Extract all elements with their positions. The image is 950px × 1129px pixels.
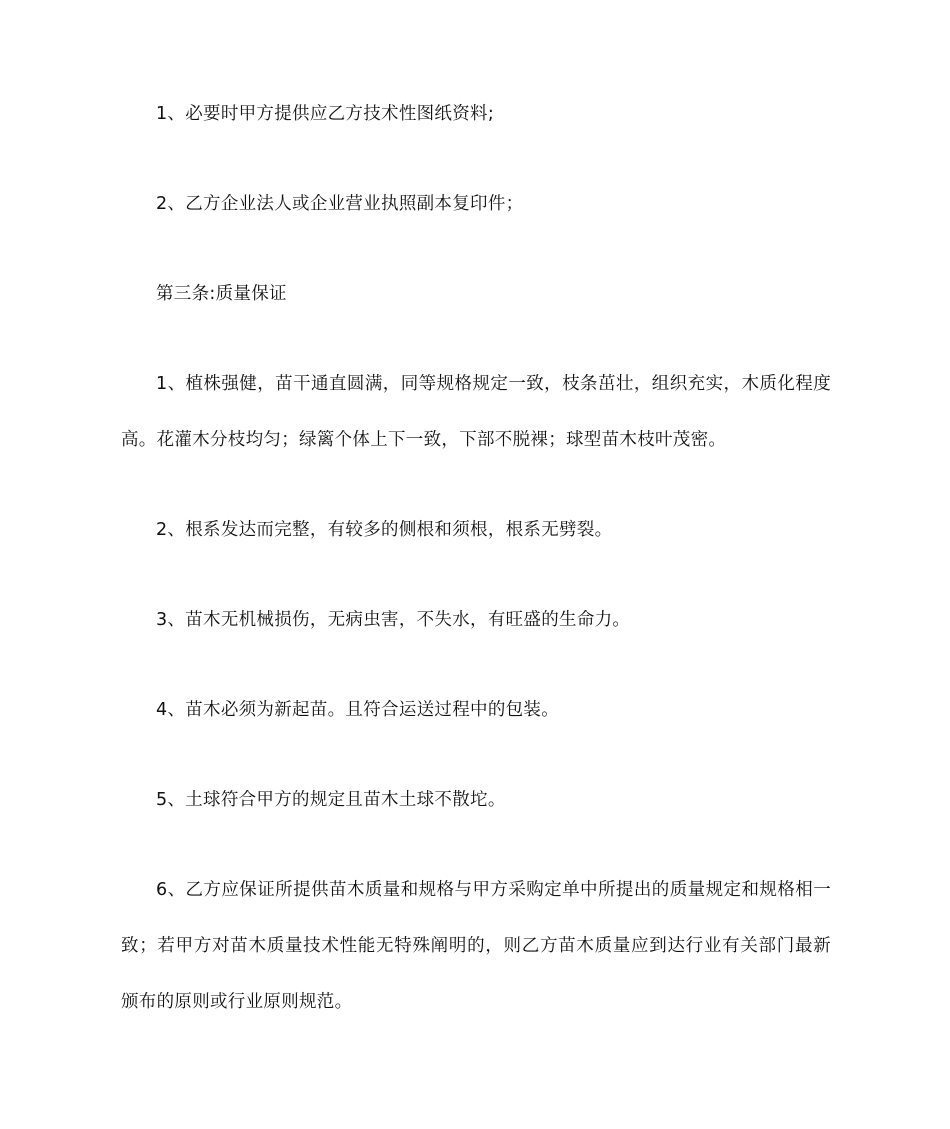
paragraph-root-system: 2、根系发达而完整，有较多的侧根和须根，根系无劈裂。	[156, 520, 613, 540]
paragraph-no-damage: 3、苗木无机械损伤，无病虫害，不失水，有旺盛的生命力。	[156, 610, 631, 630]
document-body	[121, 90, 831, 1030]
section-heading-quality-guarantee: 第三条:质量保证	[156, 284, 287, 304]
paragraph-quality-spec-match: 6、乙方应保证所提供苗木质量和规格与甲方采购定单中所提出的质量规定和规格相一致；若甲方对苗木质量技术性能无特殊阐明的，则乙方苗木质量应到达行业有关部门最新颁布的原则或行业原则规范。	[121, 880, 831, 1012]
paragraph-soil-ball: 5、土球符合甲方的规定且苗木土球不散坨。	[156, 790, 506, 810]
paragraph-plant-health: 1、植株强健，苗干通直圆满，同等规格规定一致，枝条茁壮，组织充实，木质化程度高。花灌木分枝均匀；绿篱个体上下一致，下部不脱裸；球型苗木枝叶茂密。	[121, 374, 831, 450]
paragraph-fresh-seedlings: 4、苗木必须为新起苗。且符合运送过程中的包装。	[156, 700, 560, 720]
paragraph-license-copy: 2、乙方企业法人或企业营业执照副本复印件；	[156, 194, 524, 214]
paragraph-drawings-provision: 1、必要时甲方提供应乙方技术性图纸资料;	[156, 104, 495, 124]
